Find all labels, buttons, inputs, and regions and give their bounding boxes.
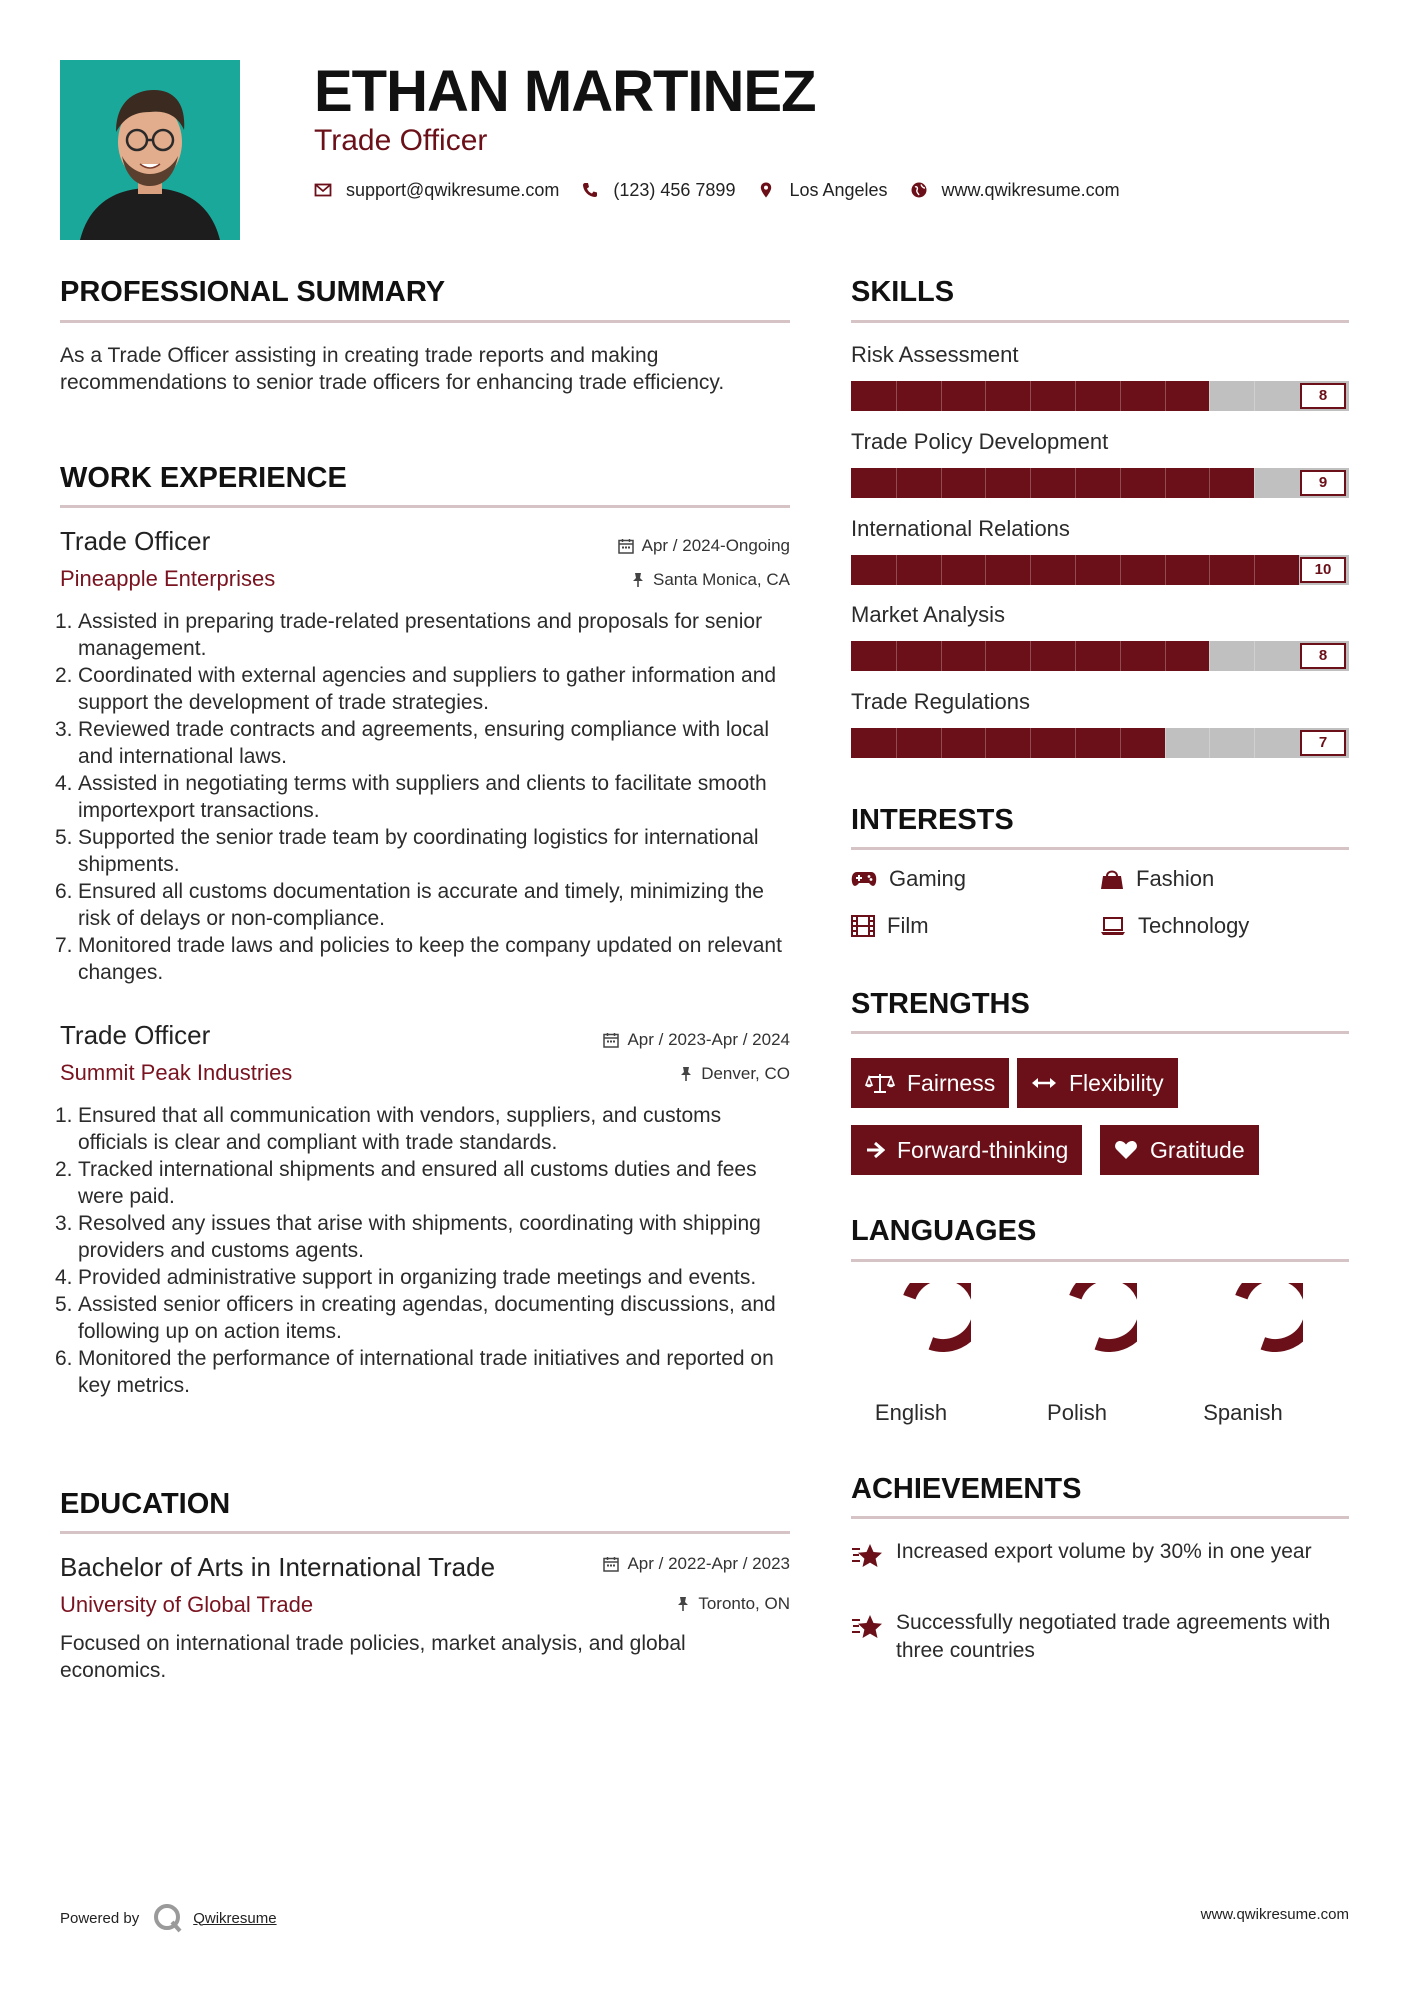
contact-row [314,178,1142,202]
film-icon [851,915,875,937]
skill-bar-segment [985,381,986,411]
skill-bar-segment [1165,555,1166,585]
summary-text: As a Trade Officer assisting in creating trade reports and making recommendations to senior trade officers for enhancing trade efficiency. [60,344,725,394]
skill-bar-segment [1209,641,1210,671]
interest-item [851,866,966,892]
skill-bar [851,555,1349,585]
skill-score: 9 [1300,470,1346,496]
strength-label: Forward-thinking [897,1136,1069,1163]
skill-bar-segment [1030,381,1031,411]
skill-bar-segment [896,728,897,758]
skill-bar-segment [1120,468,1121,498]
summary-heading: PROFESSIONAL SUMMARY [60,276,446,308]
footer-url[interactable]: www.qwikresume.com [1200,1906,1349,1923]
skill-label: International Relations [851,516,1070,541]
strength-tag [1100,1125,1259,1175]
skill-bar-segment [1075,555,1076,585]
arrows-horizontal-icon [1031,1076,1057,1090]
skill-bar-segment [1209,728,1210,758]
pushpin-icon [676,1596,690,1612]
language-gauge-arc [1241,1283,1303,1346]
skill-bar-segment [896,641,897,671]
skill-bar-segment [941,728,942,758]
education-description: Focused on international trade policies, market analysis, and global economics. [60,1632,686,1682]
strengths-heading: STRENGTHS [851,988,1030,1020]
list-item: 1. Assisted in preparing trade-related presentations and proposals for senior management. [55,610,763,660]
skill-score: 10 [1300,557,1346,583]
pushpin-icon [679,1066,693,1082]
qwikresume-logo-icon [153,1903,183,1933]
languages-heading: LANGUAGES [851,1215,1037,1247]
job-dates-text: Apr / 2024-Ongoing [641,536,790,555]
skill-bar-segment [1030,641,1031,671]
skill-bar-segment [1254,381,1255,411]
list-item: 6. Monitored the performance of international trade initiatives and reported on key metrics. [55,1347,774,1397]
gamepad-icon [851,870,877,888]
pushpin-icon [631,572,645,588]
skill-bar-segment [1030,728,1031,758]
job-location-text: Denver, CO [701,1064,790,1083]
candidate-name: ETHAN MARTINEZ [314,59,816,124]
skill-bar-segment [1165,728,1166,758]
email-icon [314,181,332,199]
skill-label: Risk Assessment [851,342,1019,367]
list-item: 2. Coordinated with external agencies and suppliers to gather information and support the development of trade strategies. [55,664,777,714]
star-achievement-icon [851,1614,883,1642]
skill-bar-segment [1209,381,1210,411]
skill-bar-segment [1209,555,1210,585]
job-title: Trade Officer [60,1020,211,1050]
skills-divider [851,320,1349,323]
school-name: University of Global Trade [60,1592,314,1617]
brand-link[interactable]: Qwikresume [193,1909,277,1927]
calendar-icon [618,538,634,554]
achievements-divider [851,1516,1349,1519]
job-company: Summit Peak Industries [60,1060,293,1085]
arrow-right-icon [865,1141,885,1159]
skill-bar-segment [896,555,897,585]
language-label: Spanish [1203,1400,1283,1425]
achievement-text: Successfully negotiated trade agreements with three countries [896,1611,1331,1662]
strength-label: Fairness [907,1069,996,1096]
laptop-icon [1100,916,1126,936]
language-gauge [851,1283,971,1383]
interests-heading: INTERESTS [851,804,1014,836]
skill-bar-segment [1254,468,1255,498]
skill-bar-segment [1209,468,1210,498]
balance-scale-icon [865,1072,895,1094]
footer-powered-by [60,1903,277,1933]
skill-bar-fill [851,728,1165,758]
skill-bar-segment [985,641,986,671]
star-achievement-icon [851,1543,883,1571]
skill-bar-segment [985,728,986,758]
education-dates-text: Apr / 2022-Apr / 2023 [627,1554,790,1573]
languages-divider [851,1259,1349,1262]
job-location-text: Santa Monica, CA [652,570,790,589]
job-dates [618,536,790,556]
list-item: 1. Ensured that all communication with vendors, suppliers, and customs officials is clear and compliant with trade standards. [55,1104,722,1154]
list-item: 3. Resolved any issues that arise with shipments, coordinating with shipping providers and customs agents. [55,1212,761,1262]
profile-photo [60,60,240,240]
strength-tag [851,1058,1009,1108]
skill-label: Trade Regulations [851,689,1030,714]
skill-bar-segment [1165,641,1166,671]
contact-website[interactable]: www.qwikresume.com [941,179,1120,200]
strength-label: Flexibility [1069,1069,1164,1096]
interest-item [1100,866,1214,892]
education-heading: EDUCATION [60,1488,231,1520]
contact-phone[interactable]: (123) 456 7899 [613,179,736,200]
skill-bar [851,641,1349,671]
job-title: Trade Officer [60,526,211,556]
interests-divider [851,847,1349,850]
contact-email[interactable]: support@qwikresume.com [346,179,560,200]
handbag-icon [1100,868,1124,890]
skill-bar-segment [1030,468,1031,498]
skill-bar-segment [896,468,897,498]
summary-divider [60,320,790,323]
skill-bar-segment [1254,555,1255,585]
candidate-title: Trade Officer [314,124,488,157]
achievements-heading: ACHIEVEMENTS [851,1473,1082,1505]
interest-label: Gaming [889,866,967,891]
job-bullets [55,1102,790,1399]
globe-icon [910,181,928,199]
language-label: Polish [1047,1400,1107,1425]
skill-bar-segment [1075,381,1076,411]
list-item: 4. Provided administrative support in organizing trade meetings and events. [55,1266,757,1289]
work-heading: WORK EXPERIENCE [60,462,347,494]
skill-bar-segment [896,381,897,411]
phone-icon [581,181,599,199]
skill-bar [851,728,1349,758]
skill-bar-segment [1254,641,1255,671]
education-dates [603,1554,790,1574]
skill-score: 8 [1300,643,1346,669]
skill-bar [851,468,1349,498]
skill-bar-segment [1120,728,1121,758]
job-bullets [55,608,790,986]
skill-bar-segment [985,468,986,498]
interest-label: Technology [1138,913,1250,938]
list-item: 5. Assisted senior officers in creating agendas, documenting discussions, and following up on action items. [55,1293,776,1343]
skill-bar-segment [1120,555,1121,585]
list-item: 4. Assisted in negotiating terms with suppliers and clients to facilitate smooth importexport transactions. [55,772,767,822]
job-company: Pineapple Enterprises [60,566,276,591]
skill-label: Trade Policy Development [851,429,1109,454]
avatar-illustration [60,60,240,240]
skill-score: 8 [1300,383,1346,409]
skill-bar-segment [941,381,942,411]
skill-bar-segment [1165,468,1166,498]
strengths-divider [851,1031,1349,1034]
contact-location: Los Angeles [789,179,888,200]
list-item: 3. Reviewed trade contracts and agreements, ensuring compliance with local and international laws. [55,718,770,768]
skill-bar-segment [1120,641,1121,671]
skill-bar-segment [941,555,942,585]
job-location [631,570,790,590]
calendar-icon [603,1556,619,1572]
language-gauge [1183,1283,1303,1383]
skill-bar-segment [1120,381,1121,411]
skill-bar-segment [1165,381,1166,411]
interest-label: Fashion [1136,866,1215,891]
skill-bar-segment [985,555,986,585]
skill-bar-segment [1254,728,1255,758]
list-item: 5. Supported the senior trade team by coordinating logistics for international shipments. [55,826,759,876]
list-item: 2. Tracked international shipments and ensured all customs duties and fees were paid. [55,1158,757,1208]
language-gauge [1017,1283,1137,1383]
education-location [676,1594,790,1614]
education-divider [60,1531,790,1534]
job-dates-text: Apr / 2023-Apr / 2024 [627,1030,790,1049]
education-location-text: Toronto, ON [698,1594,790,1613]
list-item: 6. Ensured all customs documentation is accurate and timely, minimizing the risk of delays or non-compliance. [55,880,764,930]
job-location [679,1064,790,1084]
skill-bar-segment [941,641,942,671]
skills-heading: SKILLS [851,276,955,308]
interest-item [1100,913,1249,939]
skill-bar-segment [1075,641,1076,671]
strength-tag [851,1125,1082,1175]
language-gauge-arc [909,1283,971,1346]
powered-by-label: Powered by [60,1909,140,1927]
skill-score: 7 [1300,730,1346,756]
strength-label: Gratitude [1150,1136,1245,1163]
skill-label: Market Analysis [851,602,1006,627]
location-pin-icon [757,181,775,199]
interest-item [851,913,929,939]
list-item: 7. Monitored trade laws and policies to keep the company updated on relevant changes. [55,934,782,984]
skill-bar-segment [1075,468,1076,498]
heart-icon [1114,1140,1138,1160]
skill-bar-fill [851,468,1254,498]
skill-bar-segment [1030,555,1031,585]
achievement-text: Increased export volume by 30% in one year [896,1540,1312,1563]
interest-label: Film [887,913,929,938]
work-divider [60,505,790,508]
skill-bar [851,381,1349,411]
degree-title: Bachelor of Arts in International Trade [60,1552,496,1582]
strength-tag [1017,1058,1178,1108]
language-gauge-arc [1075,1283,1137,1346]
calendar-icon [603,1032,619,1048]
language-label: English [874,1400,948,1425]
skill-bar-segment [941,468,942,498]
skill-bar-segment [1075,728,1076,758]
job-dates [603,1030,790,1050]
